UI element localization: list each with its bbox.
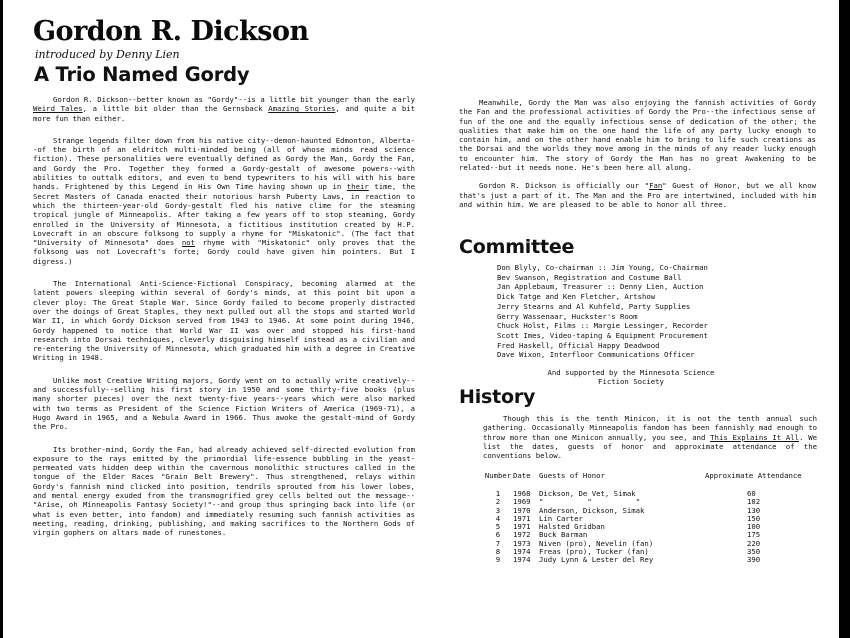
table-row: 9 1974 Judy Lynn & Lester del Rey 390	[495, 555, 761, 565]
paragraph-closing: Gordon R. Dickson is officially our "Fan" Guest of Honor, but we all know that's just a part of it. The Man and the Pro are intertwined, included with him and within him. We are pleased to be able to honor all three.	[459, 181, 816, 209]
committee-member: Dick Tatge and Ken Fletcher, Artshow	[497, 292, 656, 302]
scan-edge-right	[839, 0, 850, 638]
column-header: Number	[484, 471, 512, 480]
underlined-phrase: This Explains It All	[710, 432, 800, 442]
underlined-word: Fan	[649, 181, 663, 191]
paragraph-fan: Its brother-mind, Gordy the Fan, had already achieved self-directed evolution from exposure to the rays emitted by the primordial life-essence bubbling in the yeast-permeated vats hidden deep within the cavernous monolithic structures called in the tongue of the Elder Races "Grain Belt Brewery". Thus strengthened, relays within Gordy's fannish mind clicked into position, tendrils sprouted from his lower lobes, and mental energy exuded from the transmogrified grey cells belted out the message--"Arise, oh Minneapolis Fantasy Society!"--and group thus springing back into life (or what is even better, into fandom) and immediately resuming such fannish activities as meeting, reading, drinking, publishing, and making sacrifices to the Northern Gods of virgin gophers on altars made of runestones.	[33, 444, 415, 538]
paragraph-intro: Gordon R. Dickson--better known as "Gordy"--is a little bit younger than the early Weird Tales, a little bit older than the Gernsback Amazing Stories, and quite a bit more fun than either.	[33, 95, 415, 123]
article-column-right	[459, 98, 816, 209]
committee-member: Gerry Wassenaar, Huckster's Room	[497, 311, 638, 321]
document-page	[3, 0, 839, 638]
committee-member: Dave Wixon, Interfloor Communications Officer	[497, 350, 695, 360]
table-row: 1 1968 Dickson, De Vet, Simak 60	[495, 489, 756, 498]
committee-member: Chuck Holst, Films :: Margie Lessinger, Recorder	[497, 321, 708, 331]
page-title: Gordon R. Dickson	[33, 16, 309, 47]
table-header-row	[483, 472, 813, 486]
underlined-word: their	[346, 182, 369, 192]
paragraph-conspiracy: The International Anti-Science-Fictional Conspiracy, becoming alarmed at the latent powers sleeping within several of Gordy's minds, at this point bit upon a clever ploy: The Great Staple War. Since Gordy failed to become properly distracted over the doings of Great Staples, they next pulled out all the stops and started World War II, in which Gordy Dickson served from 1943 to 1946. At some point during 1946, Gordy happened to notice that World War II was over and stopped his first-hand research into Dorsai techniques, cleverly disguising himself instead as a civilian and re-entering the University of Minnesota, which graduated him with a degree in Creative Writing in 1948.	[33, 279, 415, 363]
paragraph-career: Unlike most Creative Writing majors, Gordy went on to actually write creatively--and successfully--selling his first story in 1950 and some thirty-five books (plus many shorter pieces) over the next twenty-five years--years which were also marked with two terms as President of the Science Fiction Writers of America (1969-71), a Hugo Award in 1965, and a Nebula Award in 1966. Thus awoke the gestalt-mind of Gordy the Pro.	[33, 375, 415, 432]
table-row: 7 1973 Niven (pro), Nevelin (fan) 220	[495, 538, 761, 548]
underlined-title: Amazing Stories	[268, 104, 336, 114]
committee-heading: Committee	[459, 236, 575, 258]
committee-member: Scott Imes, Video-taping & Equipment Procurement	[497, 330, 708, 340]
committee-member: Don Blyly, Co-chairman :: Jim Young, Co-Chairman	[497, 263, 708, 272]
table-row: 5 1971 Halsted Gridban 100	[495, 522, 761, 532]
article-column-left	[33, 95, 415, 537]
underlined-title: Weird Tales	[33, 104, 83, 114]
article-title: A Trio Named Gordy	[34, 63, 250, 86]
table-row: 8 1974 Freas (pro), Tucker (fan) 350	[495, 547, 761, 557]
column-header: Approximate Attendance	[705, 471, 802, 480]
history-heading: History	[459, 386, 536, 408]
committee-list	[497, 263, 708, 360]
committee-member: Fred Haskell, Official Happy Deadwood	[497, 340, 660, 350]
table-row: 4 1971 Lin Carter 150	[495, 513, 761, 523]
column-header: Date	[513, 471, 531, 480]
byline: introduced by Denny Lien	[35, 48, 180, 61]
paragraph-legends: Strange legends filter down from his native city--demon-haunted Edmonton, Alberta--of the birth of an eldritch multi-minded being (all of whose minds read science fiction). These personalities were eventually defined as Gordy the Man, Gordy the Fan, and Gordy the Pro. Together they formed a Gordy-gestalt of awesome powers--with abilities to outtalk editors, and even to bend typewriters to his will with his bare hands. Frightened by this Legend in His Own Time having shown up in their time, the Secret Masters of Canada enacted their notorious harsh Puberty Laws, in reaction to which the thirteen-year-old Gordy-gestalt fled his native clime for the steaming tropical jungle of Minneapolis. After taking a few years off to stop steaming, Gordy enrolled in the University of Minnesota, a fictitious institution created by H.P. Lovecraft in an obscure folksong to supply a rhyme for "Miskatonic". (The fact that "University of Minnesota" does not rhyme with "Miskatonic" only proves that the folksong was not Lovecraft's forte; Gordy could have given him pointers. But I digress.)	[33, 135, 415, 266]
table-row: 3 1970 Anderson, Dickson, Simak 130	[495, 505, 761, 515]
committee-member: Jan Applebaum, Treasurer :: Denny Lien, Auction	[497, 282, 704, 292]
history-intro: Though this is the tenth Minicon, it is not the tenth annual such gathering. Occasionally Minneapolis fandom has been fannishly mad enough to throw more than one Minicon annually, you see, and This Explains It All. We list the dates, guests of honor and approximate attendance of the conventions below.	[483, 414, 817, 461]
committee-member: Bev Swanson, Registration and Costume Ball	[497, 272, 682, 282]
committee-member: Jerry Stearns and Al Kuhfeld, Party Supplies	[497, 301, 691, 311]
history-table	[483, 472, 813, 565]
table-row: 2 1969 " " " 102	[495, 497, 761, 507]
column-header: Guests of Honor	[539, 471, 605, 480]
support-note: And supported by the Minnesota Science Fiction Society	[547, 368, 715, 387]
underlined-word: not	[181, 238, 196, 248]
paragraph-man: Meanwhile, Gordy the Man was also enjoying the fannish activities of Gordy the Fan and the professional activities of Gordy the Pro--the infectious sense of fun of the one and the equally infectious sense of dedication of the other; the qualities that make him on the one hand the life of any party lucky enough to contain him, and on the other hand enable him to bring to life such creations as the Dorsai and the worlds they move among in the minds of any reader lucky enough to encounter him. The story of Gordy the Man has no great Awakening to be related--but it needs none. He's been here all along.	[459, 98, 816, 173]
table-row: 6 1972 Buck Barman 175	[495, 530, 761, 540]
